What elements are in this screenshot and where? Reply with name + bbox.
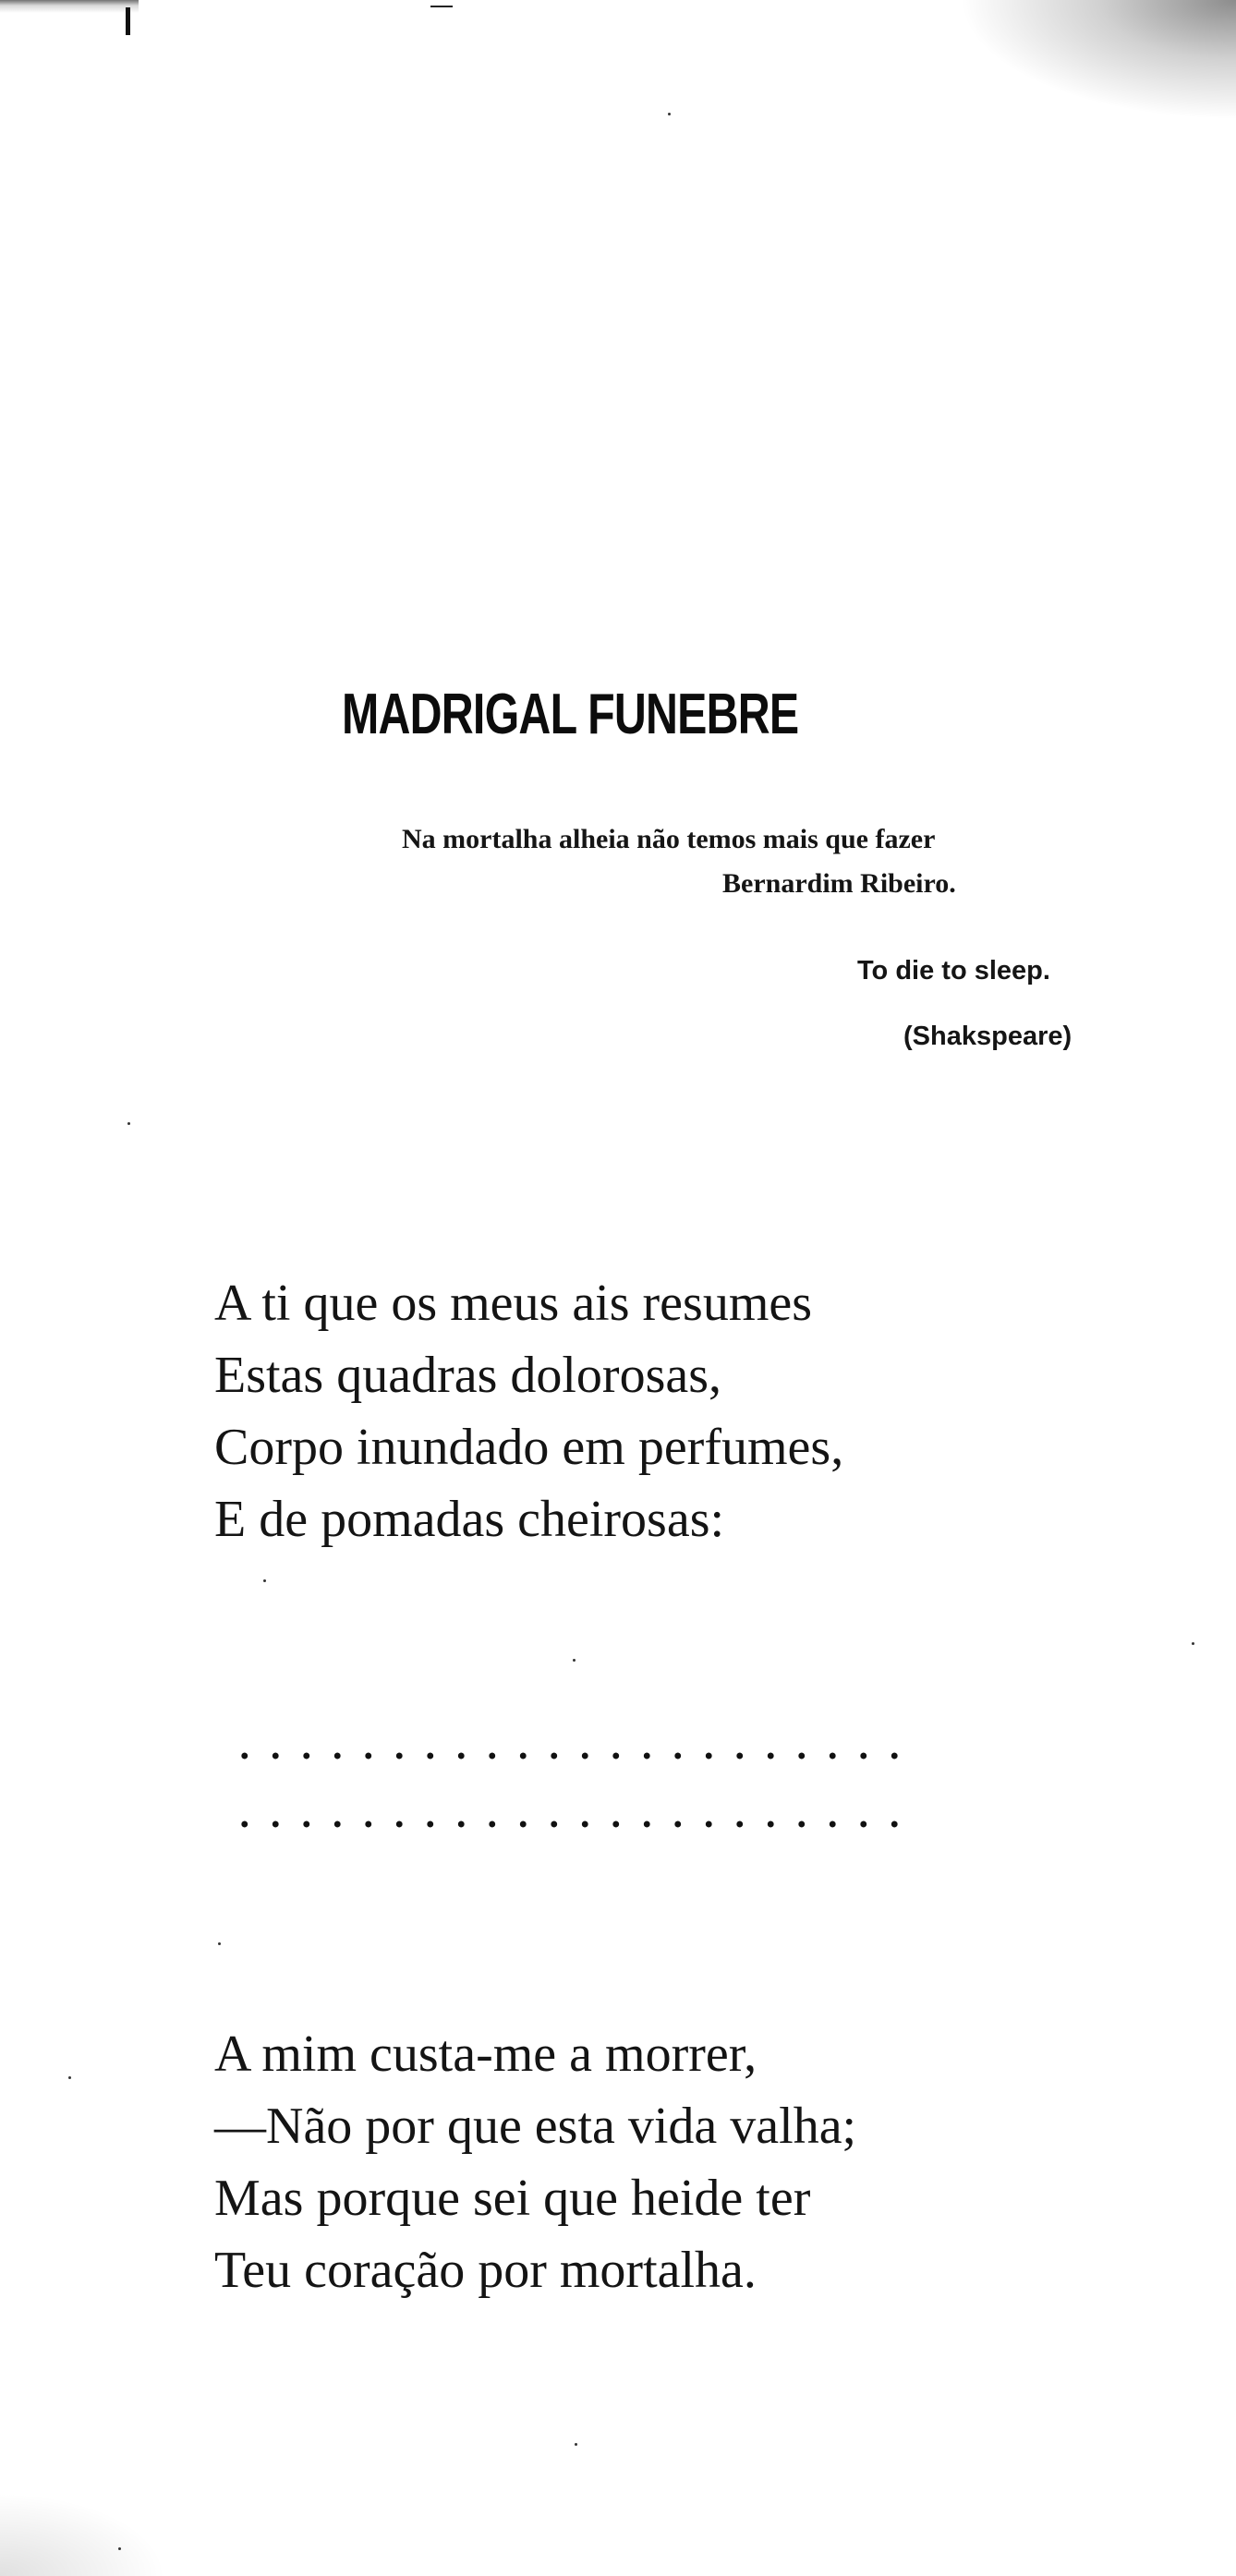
scan-shadow-bottom-left bbox=[0, 2493, 166, 2576]
epigraph-author: (Shakspeare) bbox=[903, 1022, 1072, 1051]
scan-speck bbox=[118, 2547, 121, 2550]
scan-speck bbox=[68, 2076, 71, 2079]
scan-speck bbox=[218, 1942, 221, 1945]
stanza bbox=[214, 2018, 856, 2306]
scan-mark bbox=[430, 6, 453, 7]
verse-line: A mim custa-me a morrer, bbox=[214, 2026, 757, 2083]
verse-line: Corpo inundado em perfumes, bbox=[214, 1419, 844, 1476]
scan-speck bbox=[1192, 1642, 1194, 1645]
poem-title: MADRIGAL FUNEBRE bbox=[342, 683, 799, 746]
verse-line: Teu coração por mortalha. bbox=[214, 2242, 757, 2299]
epigraph-quote: To die to sleep. bbox=[857, 956, 1050, 986]
verse-line: A ti que os meus ais resumes bbox=[214, 1275, 813, 1332]
ellipsis-divider bbox=[229, 1751, 913, 1760]
scan-speck bbox=[575, 2443, 577, 2446]
stanza bbox=[214, 1267, 843, 1555]
scan-shadow-top-left bbox=[0, 0, 139, 28]
verse-line: —Não por que esta vida valha; bbox=[214, 2098, 857, 2155]
scan-speck bbox=[263, 1579, 266, 1582]
scan-shadow-top-right bbox=[959, 0, 1236, 120]
ellipsis-divider bbox=[229, 1820, 913, 1829]
epigraph-quote: Na mortalha alheia não temos mais que fazer bbox=[402, 824, 936, 854]
verse-line: Estas quadras dolorosas, bbox=[214, 1347, 722, 1404]
verse-line: Mas porque sei que heide ter bbox=[214, 2170, 811, 2227]
scan-mark bbox=[126, 7, 130, 35]
scan-speck bbox=[573, 1659, 576, 1662]
epigraph-author: Bernardim Ribeiro. bbox=[722, 868, 956, 899]
scan-speck bbox=[127, 1122, 130, 1125]
verse-line: E de pomadas cheirosas: bbox=[214, 1491, 725, 1548]
scan-speck bbox=[668, 113, 671, 115]
